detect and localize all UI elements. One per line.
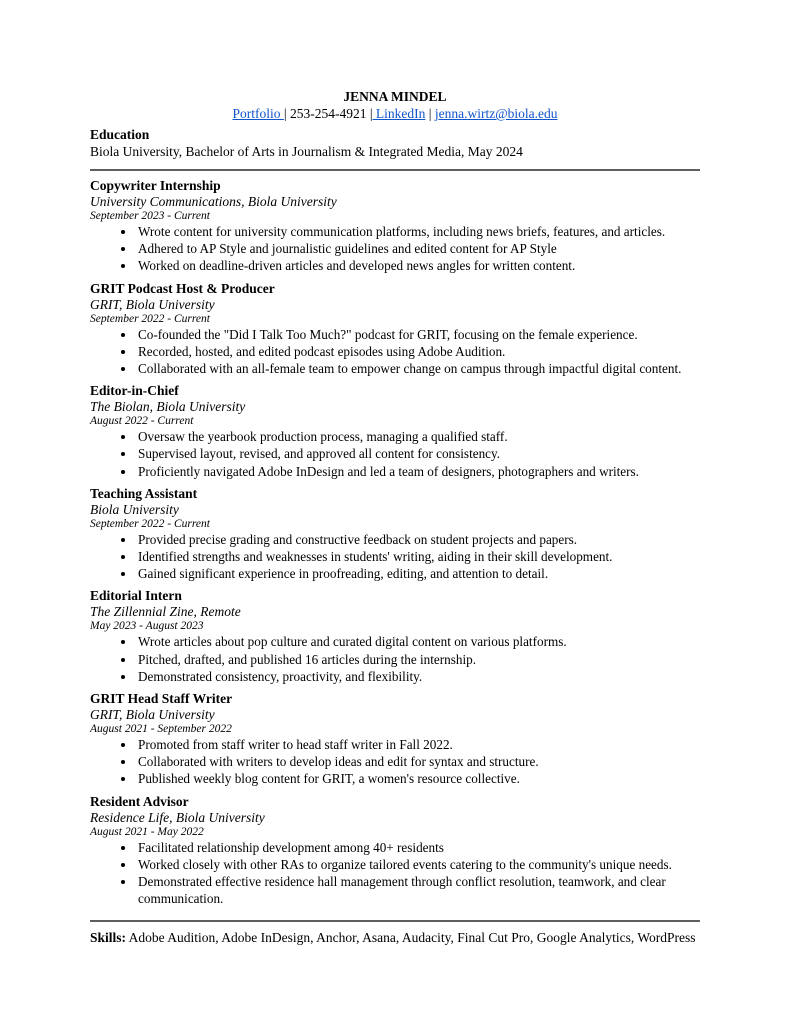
experience-section-resident-advisor xyxy=(90,794,700,908)
education-detail: Biola University, Bachelor of Arts in Journalism & Integrated Media, May 2024 xyxy=(90,144,523,159)
job-bullet: • Wrote articles about pop culture and curated digital content on various platforms. xyxy=(136,633,700,650)
linkedin-link[interactable]: LinkedIn xyxy=(372,106,426,121)
job-bullet: • Identified strengths and weaknesses in students' writing, aiding in their skill development. xyxy=(136,548,700,565)
contact-separator: | xyxy=(425,106,435,121)
job-title: GRIT Head Staff Writer xyxy=(90,691,233,707)
job-title: Copywriter Internship xyxy=(90,178,221,193)
job-bullet: • Promoted from staff writer to head staff writer in Fall 2022. xyxy=(136,736,700,753)
skills-line xyxy=(90,929,700,946)
job-bullet: • Supervised layout, revised, and approved all content for consistency. xyxy=(136,445,700,462)
education-heading: Education xyxy=(90,127,150,142)
experience-section-editorial-intern xyxy=(90,588,700,685)
job-bullet: • Adhered to AP Style and journalistic guidelines and edited content for AP Style xyxy=(136,240,700,257)
job-title: Teaching Assistant xyxy=(90,485,198,501)
job-bullet: • Wrote content for university communication platforms, including news briefs, features, and articles. xyxy=(136,223,700,240)
job-bullets xyxy=(90,428,700,480)
job-bullet: • Demonstrated effective residence hall management through conflict resolution, teamwork, and clear communication. xyxy=(136,873,700,907)
job-bullet: • Demonstrated consistency, proactivity, and flexibility. xyxy=(136,668,700,685)
job-bullet: • Gained significant experience in proofreading, editing, and attention to detail. xyxy=(136,565,700,582)
job-bullet: • Published weekly blog content for GRIT, a women's resource collective. xyxy=(136,770,700,787)
job-organization: Residence Life, Biola University xyxy=(90,809,265,825)
experience-section-teaching-assistant xyxy=(90,486,700,583)
skills-list: Adobe Audition, Adobe InDesign, Anchor, Asana, Audacity, Final Cut Pro, Google Analytics, WordPress xyxy=(126,930,696,946)
phone-text: | 253-254-4921 | xyxy=(283,106,373,121)
job-bullets xyxy=(90,736,700,788)
job-title: Editorial Intern xyxy=(90,588,182,604)
experience-section-grit-head-staff-writer xyxy=(90,691,700,788)
job-organization: The Biolan, Biola University xyxy=(90,399,246,415)
experience-section-editor-in-chief xyxy=(90,383,700,480)
job-dates: August 2021 - September 2022 xyxy=(90,723,232,736)
job-bullet: • Facilitated relationship development among 40+ residents xyxy=(136,839,700,856)
job-organization: Biola University xyxy=(90,501,179,517)
resume-name: JENNA MINDEL xyxy=(343,89,447,104)
job-organization: The Zillennial Zine, Remote xyxy=(90,604,241,620)
job-bullet: • Pitched, drafted, and published 16 articles during the internship. xyxy=(136,651,700,668)
job-bullet: • Provided precise grading and constructive feedback on student projects and papers. xyxy=(136,531,700,548)
job-bullet: • Co-founded the "Did I Talk Too Much?" podcast for GRIT, focusing on the female experience. xyxy=(136,326,700,343)
job-organization: GRIT, Biola University xyxy=(90,296,215,312)
job-bullets xyxy=(90,223,700,275)
job-organization: GRIT, Biola University xyxy=(90,707,215,723)
job-dates: May 2023 - August 2023 xyxy=(90,620,204,633)
job-bullet: • Worked closely with other RAs to organize tailored events catering to the community's unique needs. xyxy=(136,856,700,873)
experience-section-grit-podcast xyxy=(90,281,700,378)
email-link[interactable]: jenna.wirtz@biola.edu xyxy=(434,106,558,121)
job-bullet: • Collaborated with an all-female team to empower change on campus through impactful digital content. xyxy=(136,360,700,377)
experience-section-copywriter-internship xyxy=(90,178,700,275)
job-bullets xyxy=(90,839,700,908)
job-organization: University Communications, Biola University xyxy=(90,194,337,209)
job-dates: August 2021 - May 2022 xyxy=(90,825,204,838)
portfolio-link[interactable]: Portfolio xyxy=(232,106,284,121)
contact-line xyxy=(90,105,700,122)
bottom-divider xyxy=(90,920,700,922)
job-dates: September 2022 - Current xyxy=(90,312,210,325)
job-bullets xyxy=(90,326,700,378)
job-dates: September 2022 - Current xyxy=(90,517,210,530)
job-bullets xyxy=(90,633,700,685)
job-title: GRIT Podcast Host & Producer xyxy=(90,280,275,296)
job-title: Editor-in-Chief xyxy=(90,383,179,399)
job-bullet: • Worked on deadline-driven articles and developed news angles for written content. xyxy=(136,257,700,274)
job-bullet: • Proficiently navigated Adobe InDesign and led a team of designers, photographers and writers. xyxy=(136,463,700,480)
job-bullet: • Recorded, hosted, and edited podcast episodes using Adobe Audition. xyxy=(136,343,700,360)
job-bullet: • Collaborated with writers to develop ideas and edit for syntax and structure. xyxy=(136,753,700,770)
job-title: Resident Advisor xyxy=(90,793,189,809)
top-divider xyxy=(90,169,700,171)
job-bullets xyxy=(90,531,700,583)
job-dates: September 2023 - Current xyxy=(90,210,210,222)
skills-label: Skills: xyxy=(90,930,127,946)
job-dates: August 2022 - Current xyxy=(90,415,194,428)
job-bullet: • Oversaw the yearbook production process, managing a qualified staff. xyxy=(136,428,700,445)
